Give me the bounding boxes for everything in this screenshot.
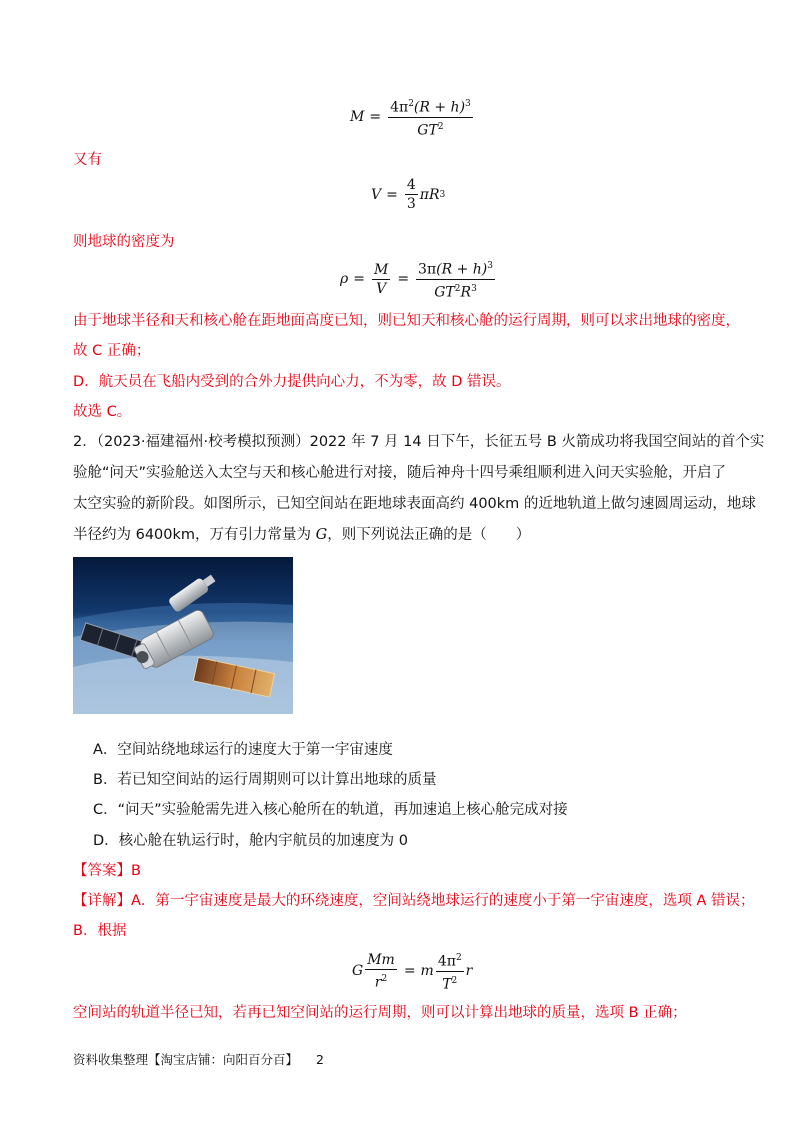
density-intro-text: 则地球的密度为 [73, 234, 175, 250]
option-c: C．“问天”实验舱需先进入核心舱所在的轨道，再加速追上核心舱完成对接 [93, 802, 568, 818]
option-b: B．若已知空间站的运行周期则可以计算出地球的质量 [93, 772, 437, 788]
answer-label: 【答案】B [73, 863, 141, 879]
b-conclusion-text: 空间站的轨道半径已知，若再已知空间站的运行周期，则可以计算出地球的质量，选项 B 正确； [73, 1005, 687, 1021]
choose-text: 故选 C。 [73, 404, 132, 420]
question-2-line-3: 太空实验的新阶段。如图所示，已知空间站在距地球表面高约 400km 的近地轨道上做匀速圆周运动，地球 [73, 496, 756, 512]
footer-source: 资料收集整理【淘宝店铺：向阳百分百】 [73, 1052, 299, 1067]
footer [73, 1051, 324, 1069]
question-2-line-1: 2．（2023·福建福州·校考模拟预测）2022 年 7 月 14 日下午，长征五号 B 火箭成功将我国空间站的首个实 [73, 434, 765, 450]
c-analysis-line-2: 故 C 正确； [73, 343, 151, 359]
also-have-text: 又有 [73, 152, 102, 168]
formula-gravity: G $\frac{Mm}{r^2}$ = m $\frac{4\pi^2}{T^2}$ r [352, 951, 473, 993]
d-analysis-text: D．航天员在飞船内受到的合外力提供向心力，不为零，故 D 错误。 [73, 374, 511, 390]
detail-text: 【详解】A．第一宇宙速度是最大的环绕速度，空间站绕地球运行的速度小于第一宇宙速度，选项 A 错误； [73, 893, 755, 909]
formula-volume: V = $\frac{4}{3}$ πR 3 [371, 177, 446, 212]
formula-density: ρ = $\frac{M}{V}$ = $\frac{3\pi(R + h)^3}{GT^2R^3}$ [340, 258, 497, 300]
option-a: A．空间站绕地球运行的速度大于第一宇宙速度 [93, 742, 393, 758]
formula-mass-lhs: M [350, 109, 365, 126]
question-2-line-4: 半径约为 6400km，万有引力常量为 G，则下列说法正确的是（ ） [73, 527, 531, 543]
b-basis-text: B．根据 [73, 923, 127, 939]
option-d: D．核心舱在轨运行时，舱内宇航员的加速度为 0 [93, 833, 408, 849]
formula-mass: M = $\frac{4\pi^2(R + h)^3}{GT^2}$ [350, 96, 475, 138]
question-2-line-2: 验舱“问天”实验舱送入太空与天和核心舱进行对接，随后神舟十四号乘组顺利进入问天实验舱，开启了 [73, 465, 727, 481]
c-analysis-line-1: 由于地球半径和天和核心舱在距地面高度已知，则已知天和核心舱的运行周期，则可以求出地球的密度， [73, 313, 740, 329]
space-station-image [73, 557, 293, 714]
page-number: 2 [316, 1052, 324, 1067]
